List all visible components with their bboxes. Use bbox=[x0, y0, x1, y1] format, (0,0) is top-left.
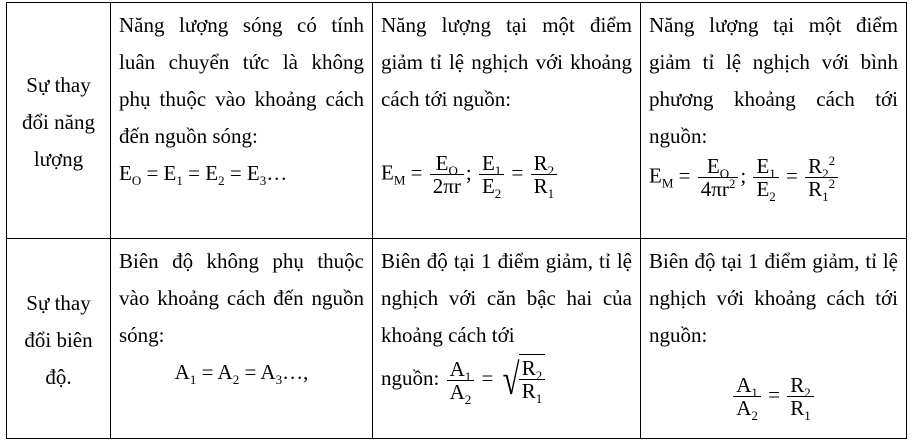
label-text: Sự thay đổi biên độ. bbox=[24, 291, 93, 389]
cell-text: Năng lượng tại một điểm giảm tỉ lệ nghịch với bình phương khoảng cách tới nguồn: bbox=[649, 13, 898, 148]
formula-em-linear: $E_M$ = $\frac{E_O}{2\pi r}$ ; $\frac{E_1}{E_2}$ = $\frac{R_2}{R_1}$ bbox=[381, 152, 632, 197]
formula-a-ratio: $\frac{A_1}{A_2}$ = $\frac{R_2}{R_1}$ bbox=[649, 374, 898, 419]
row-label-amplitude bbox=[7, 239, 111, 439]
cell-text: Năng lượng tại một điểm giảm tỉ lệ nghịch với khoảng cách tới nguồn: bbox=[381, 13, 632, 111]
comparison-table bbox=[6, 2, 907, 439]
cell-text: Biên độ không phụ thuộc vào khoảng cách đến nguồn sóng: bbox=[119, 249, 364, 347]
cell-text-tail: nguồn: bbox=[381, 365, 440, 390]
cell-energy-2 bbox=[373, 3, 641, 239]
cell-amplitude-3 bbox=[641, 239, 907, 439]
label-text: Sự thay đổi năng lượng bbox=[22, 73, 95, 171]
row-label-energy bbox=[7, 3, 111, 239]
cell-amplitude-2 bbox=[373, 239, 641, 439]
cell-text: Biên độ tại 1 điểm giảm, tỉ lệ nghịch với căn bậc hai của khoảng cách tới bbox=[381, 249, 632, 347]
cell-amplitude-1 bbox=[111, 239, 373, 439]
cell-energy-3 bbox=[641, 3, 907, 239]
formula-a-sqrt: nguồn: $\frac{A_1}{A_2}$ = √ $\frac{R_2}{R_1}$ bbox=[381, 354, 632, 406]
table-row-amplitude bbox=[7, 239, 907, 439]
cell-text: Năng lượng sóng có tính luân chuyển tức là không phụ thuộc vào khoảng cách đến nguồn sóng: bbox=[119, 13, 364, 148]
table-row-energy bbox=[7, 3, 907, 239]
formula-em-square: $E_M$ = $\frac{E_O}{4\pi r^2}$ ; $\frac{E_1}{E_2}$ = $\frac{R_2^2}{R_1^2}$ bbox=[649, 155, 898, 200]
formula-e-equal: $E_O = E_1 = E_2$ = $E_3\dots$ bbox=[119, 161, 288, 189]
cell-text: Biên độ tại 1 điểm giảm, tỉ lệ nghịch với khoảng cách tới nguồn: bbox=[649, 249, 898, 347]
cell-energy-1 bbox=[111, 3, 373, 239]
formula-a-equal: $A_1 = A_2$ = $A_3\dots$, bbox=[174, 360, 309, 388]
